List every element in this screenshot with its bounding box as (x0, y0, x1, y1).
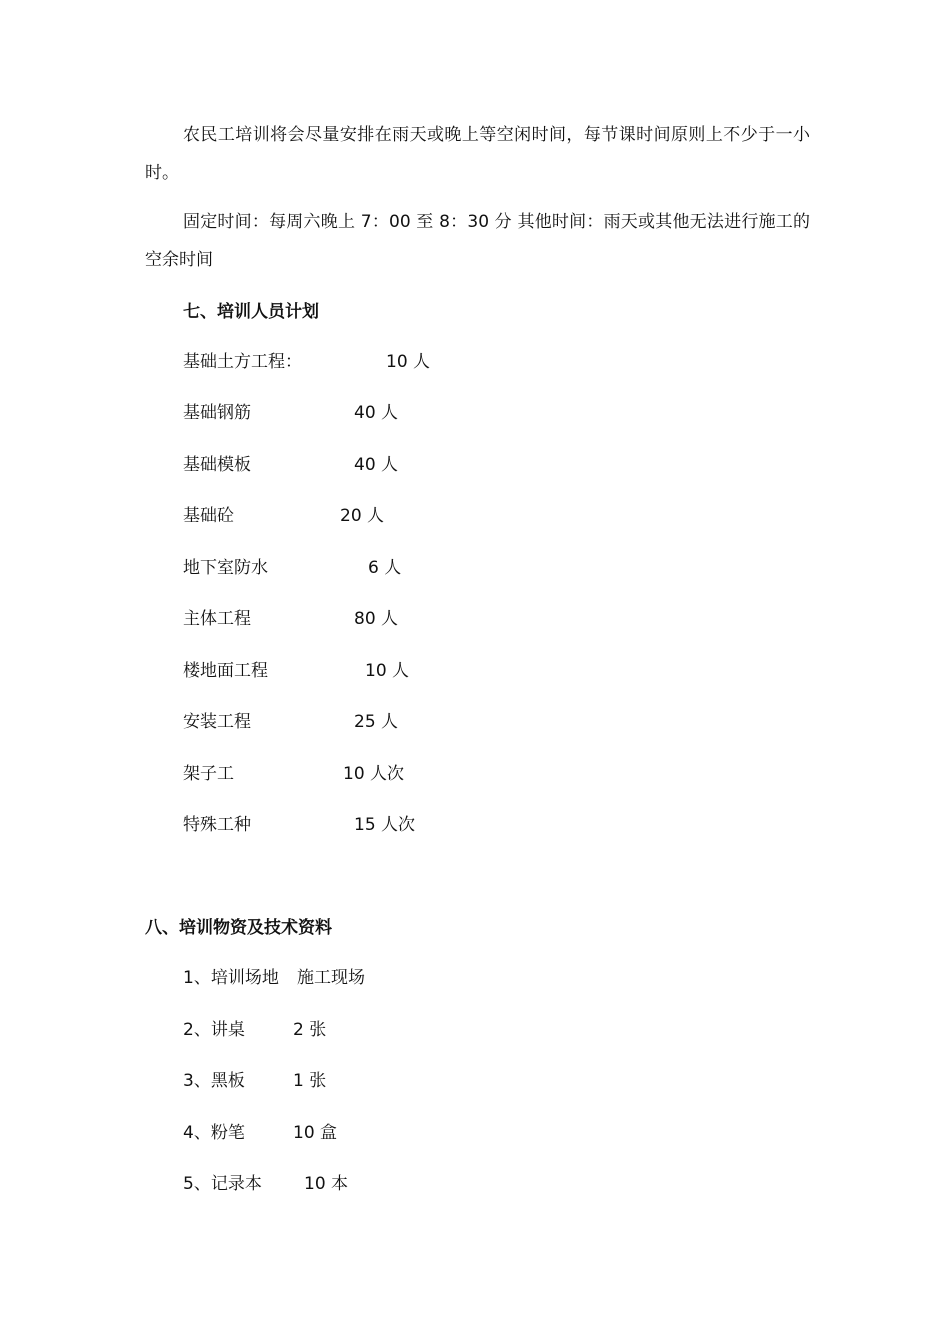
item-label: 架子工 (183, 764, 234, 784)
item-label: 楼地面工程 (183, 661, 268, 681)
item-value: 20 人 (340, 506, 385, 526)
item-value: 6 人 (368, 558, 402, 578)
item-label: 3、黑板 (183, 1071, 245, 1091)
item-value: 10 盒 (293, 1123, 338, 1143)
item-value: 25 人 (354, 712, 399, 732)
item-label: 基础土方工程： (183, 352, 302, 372)
item-label: 地下室防水 (183, 558, 268, 578)
item-value: 1 张 (293, 1071, 327, 1091)
item-value: 10 人次 (343, 764, 405, 784)
item-label: 主体工程 (183, 609, 251, 629)
item-label: 基础模板 (183, 455, 251, 475)
item-value: 10 本 (304, 1174, 349, 1194)
item-label: 5、记录本 (183, 1174, 262, 1194)
item-value: 施工现场 (297, 968, 365, 988)
item-label: 2、讲桌 (183, 1020, 245, 1040)
item-label: 基础钢筋 (183, 403, 251, 423)
item-value: 2 张 (293, 1020, 327, 1040)
section-7-heading: 七、培训人员计划 (183, 302, 319, 322)
item-value: 10 人 (386, 352, 431, 372)
item-label: 4、粉笔 (183, 1123, 245, 1143)
item-value: 10 人 (365, 661, 410, 681)
item-label: 基础砼 (183, 506, 234, 526)
paragraph-training-time: 农民工培训将会尽量安排在雨天或晚上等空闲时间，每节课时间原则上不少于一小时。 (145, 125, 810, 183)
item-value: 80 人 (354, 609, 399, 629)
item-value: 15 人次 (354, 815, 416, 835)
paragraph-fixed-time: 固定时间：每周六晚上 7：00 至 8：30 分 其他时间：雨天或其他无法进行施工的空余时间 (145, 212, 810, 270)
item-value: 40 人 (354, 455, 399, 475)
item-label: 特殊工种 (183, 815, 251, 835)
item-label: 安装工程 (183, 712, 251, 732)
section-8-heading: 八、培训物资及技术资料 (145, 918, 332, 938)
item-label: 1、培训场地 (183, 968, 279, 988)
item-value: 40 人 (354, 403, 399, 423)
